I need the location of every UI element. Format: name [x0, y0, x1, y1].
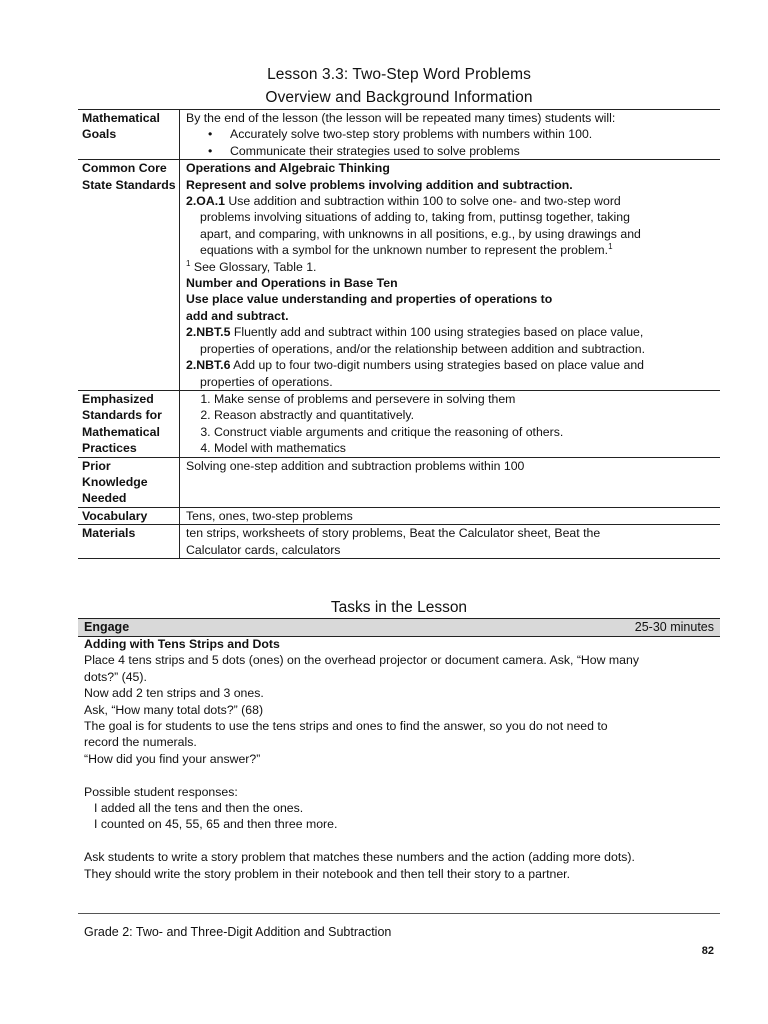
practice-item: 1. Make sense of problems and persevere in solving them: [214, 391, 720, 407]
standard-text: Add up to four two-digit numbers using strategies based on place value and: [233, 358, 645, 373]
materials-line: ten strips, worksheets of story problems, Beat the Calculator sheet, Beat the: [186, 526, 601, 541]
materials-line: Calculator cards, calculators: [186, 542, 341, 557]
goals-list: [186, 126, 720, 159]
paragraph: They should write the story problem in their notebook and then tell their story to a partner.: [84, 866, 570, 881]
responses-label: Possible student responses:: [84, 784, 238, 799]
row-value-practices: [180, 390, 721, 457]
standards-cluster-heading-2b: add and subtract.: [186, 308, 289, 323]
standards-cluster-heading: Represent and solve problems involving addition and subtraction.: [186, 177, 573, 192]
standard-code: 2.NBT.5: [186, 325, 231, 340]
standard-nbt5-line2: properties of operations, and/or the relationship between addition and subtraction.: [200, 341, 646, 356]
row-value-standards: [180, 160, 721, 391]
standard-nbt5: [186, 324, 720, 340]
row-label-standards: Common Core State Standards: [78, 160, 180, 391]
goal-item: • Communicate their strategies used to solve problems: [208, 143, 720, 159]
footer-text: Grade 2: Two- and Three-Digit Addition and Subtraction: [84, 925, 392, 939]
standard-text: Use addition and subtraction within 100 to solve one- and two-step word: [228, 194, 621, 209]
paragraph: Ask, “How many total dots?” (68): [84, 702, 264, 717]
row-label-goals: Mathematical Goals: [78, 110, 180, 160]
paragraph: Place 4 tens strips and 5 dots (ones) on the overhead projector or document camera. Ask, “How many: [84, 653, 640, 668]
row-label-practices: Emphasized Standards for Mathematical Practices: [78, 390, 180, 457]
table-row-prior-knowledge: [78, 457, 720, 507]
footnote-mark: 1: [186, 258, 191, 268]
footer-divider: [78, 913, 720, 914]
practice-item: 2. Reason abstractly and quantitatively.: [214, 407, 720, 423]
standard-oa1-line3: apart, and comparing, with unknowns in all positions, e.g., by using drawings and: [200, 226, 641, 241]
table-row-standards: [78, 160, 720, 391]
paragraph: Ask students to write a story problem that matches these numbers and the action (adding more dots).: [84, 850, 635, 865]
table-row-vocabulary: [78, 507, 720, 524]
activity-title: Adding with Tens Strips and Dots: [84, 637, 280, 651]
practice-item: 3. Construct viable arguments and critique the reasoning of others.: [214, 424, 720, 440]
standards-domain-heading: Operations and Algebraic Thinking: [186, 161, 390, 176]
row-label-materials: Materials: [78, 525, 180, 559]
engage-label: Engage: [84, 620, 130, 634]
standard-oa1-line2: problems involving situations of adding to, taking from, puttinsg together, taking: [200, 210, 630, 225]
paragraph: record the numerals.: [84, 735, 197, 750]
row-value-vocabulary: Tens, ones, two-step problems: [180, 507, 721, 524]
paragraph: “How did you find your answer?”: [84, 751, 261, 766]
engage-header-bar: [78, 618, 720, 637]
paragraph: dots?” (45).: [84, 669, 147, 684]
paragraph: The goal is for students to use the tens strips and ones to find the answer, so you do not need to: [84, 719, 608, 734]
standard-oa1-line4: [186, 242, 720, 258]
footnote-ref: 1: [608, 242, 613, 252]
standard-nbt6-line2: properties of operations.: [200, 374, 333, 389]
page-number: 82: [701, 945, 714, 957]
table-row-materials: [78, 525, 720, 559]
engage-body: [84, 636, 720, 882]
overview-table: [78, 109, 720, 559]
spacer: [84, 767, 720, 783]
standard-code: 2.NBT.6: [186, 358, 231, 373]
row-label-prior-knowledge: Prior Knowledge Needed: [78, 457, 180, 507]
spacer: [84, 833, 720, 849]
standards-domain-heading-2: Number and Operations in Base Ten: [186, 276, 398, 291]
standard-text: Fluently add and subtract within 100 using strategies based on place value,: [233, 325, 644, 340]
row-value-prior-knowledge: Solving one-step addition and subtraction problems within 100: [180, 457, 721, 507]
standard-code: 2.OA.1: [186, 194, 225, 209]
row-value-materials: [180, 525, 721, 559]
standards-cluster-heading-2: Use place value understanding and properties of operations to: [186, 292, 553, 307]
table-row-practices: [78, 390, 720, 457]
footnote: [186, 259, 720, 275]
table-row-goals: [78, 110, 720, 160]
student-response: I added all the tens and then the ones.: [94, 801, 304, 816]
goals-intro: By the end of the lesson (the lesson will be repeated many times) students will:: [186, 111, 616, 125]
standard-oa1: [186, 193, 720, 209]
goal-item: • Accurately solve two-step story problems with numbers within 100.: [208, 126, 720, 142]
standard-oa1-line4-text: equations with a symbol for the unknown number to represent the problem.: [200, 243, 609, 258]
section-title: Overview and Background Information: [265, 89, 533, 106]
paragraph: Now add 2 ten strips and 3 ones.: [84, 686, 264, 701]
lesson-title: Lesson 3.3: Two-Step Word Problems: [267, 66, 531, 83]
footnote-text: See Glossary, Table 1.: [193, 259, 317, 274]
practice-item: 4. Model with mathematics: [214, 440, 720, 456]
row-label-vocabulary: Vocabulary: [78, 507, 180, 524]
engage-duration: 25-30 minutes: [634, 620, 714, 634]
row-value-goals: [180, 110, 721, 160]
tasks-title: Tasks in the Lesson: [330, 599, 468, 616]
practices-list: [186, 391, 720, 457]
student-response: I counted on 45, 55, 65 and then three more.: [94, 817, 338, 832]
standard-nbt6: [186, 357, 720, 373]
